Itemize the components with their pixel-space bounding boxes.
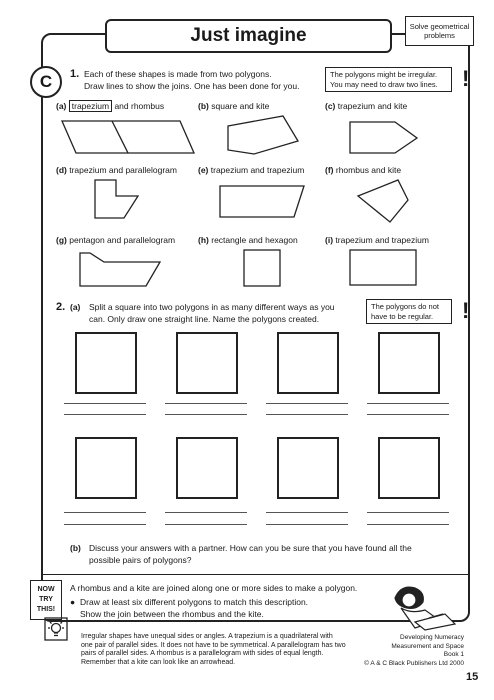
answer-line[interactable] [266, 512, 348, 513]
item-g-label: (g) pentagon and parallelogram [56, 235, 176, 245]
section-divider [41, 574, 468, 575]
section-badge: C [30, 66, 62, 98]
book-credits: Developing Numeracy Measurement and Space Book 1 © A & C Black Publishers Ltd 2000 [364, 634, 464, 667]
answer-line[interactable] [367, 414, 449, 415]
answer-line[interactable] [165, 524, 247, 525]
answer-line[interactable] [165, 512, 247, 513]
answer-line[interactable] [64, 512, 146, 513]
footer-tip: Irregular shapes have unequal sides or angles. A trapezium is a quadrilateral with one pair of parallel sides. It does not have to be symmetrical. A parallelogram has two pairs of parallel sides. A rhombus is a parallelogram with sides of equal length. Remember that a kite can look like an arrowhead. [81, 633, 346, 666]
item-d-label: (d) trapezium and parallelogram [56, 165, 177, 175]
answer-line[interactable] [165, 403, 247, 404]
shape-i [350, 250, 416, 285]
shape-g [80, 253, 160, 286]
item-i-label: (i) trapezium and trapezium [325, 235, 429, 245]
shape-f [358, 180, 408, 222]
alert-icon-2: ! [462, 298, 470, 323]
now-try-badge: NOW TRY THIS! [30, 580, 62, 620]
answer-line[interactable] [367, 512, 449, 513]
alert-icon: ! [462, 66, 470, 91]
bullet-icon: ● [70, 597, 76, 607]
answer-line[interactable] [266, 524, 348, 525]
q2-b-line-1: Discuss your answers with a partner. How can you be sure that you have found all the [89, 543, 412, 553]
page-title: Just imagine [105, 19, 392, 53]
shape-b [228, 116, 298, 154]
shape-a [62, 121, 194, 153]
q2-b-line-2: possible pairs of polygons? [89, 555, 192, 565]
answer-line[interactable] [367, 403, 449, 404]
page-number: 15 [466, 671, 479, 683]
item-h-label: (h) rectangle and hexagon [198, 235, 298, 245]
child-drawing-illustration [385, 578, 461, 630]
answer-line[interactable] [64, 414, 146, 415]
answer-line[interactable] [64, 524, 146, 525]
q1-note: The polygons might be irregular. You may need to draw two lines. [325, 67, 452, 92]
answer-line[interactable] [165, 414, 247, 415]
objective-tag: Solve geometrical problems [405, 16, 474, 46]
q2-instruction-1: Split a square into two polygons in as many different ways as you [89, 302, 335, 312]
answer-square-3[interactable] [277, 332, 339, 394]
answer-square-4[interactable] [378, 332, 440, 394]
answer-line[interactable] [64, 403, 146, 404]
q2-number: 2. [56, 301, 66, 313]
item-b-label: (b) square and kite [198, 101, 270, 111]
answer-square-1[interactable] [75, 332, 137, 394]
lightbulb-icon [44, 617, 68, 641]
q2-instruction-2: can. Only draw one straight line. Name the polygons created. [89, 314, 320, 324]
answer-line[interactable] [266, 414, 348, 415]
q2-note: The polygons do not have to be regular. [366, 299, 452, 324]
q2-part-a: (a) [70, 302, 81, 312]
shape-e [220, 186, 304, 217]
answer-line[interactable] [266, 403, 348, 404]
item-f-label: (f) rhombus and kite [325, 165, 402, 175]
q2-part-b: (b) [70, 543, 81, 553]
q1-instruction-2: Draw lines to show the joins. One has been done for you. [84, 81, 300, 91]
shape-c [350, 122, 417, 153]
q1-instruction-1: Each of these shapes is made from two polygons. [84, 69, 272, 79]
item-e-label: (e) trapezium and trapezium [198, 165, 305, 175]
boxed-word: trapezium [69, 100, 112, 112]
item-a-label: (a) trapezium and rhombus [56, 101, 165, 111]
q1-number: 1. [70, 68, 80, 80]
shape-h [244, 250, 280, 286]
answer-square-8[interactable] [378, 437, 440, 499]
item-c-label: (c) trapezium and kite [325, 101, 408, 111]
answer-square-2[interactable] [176, 332, 238, 394]
now-try-line-2: Show the join between the rhombus and the kite. [80, 609, 264, 619]
now-try-line-1: A rhombus and a kite are joined along one or more sides to make a polygon. [70, 583, 358, 593]
shape-d [95, 180, 138, 218]
answer-line[interactable] [367, 524, 449, 525]
answer-square-5[interactable] [75, 437, 137, 499]
answer-square-6[interactable] [176, 437, 238, 499]
answer-square-7[interactable] [277, 437, 339, 499]
now-try-bullet: Draw at least six different polygons to match this description. [80, 597, 309, 607]
